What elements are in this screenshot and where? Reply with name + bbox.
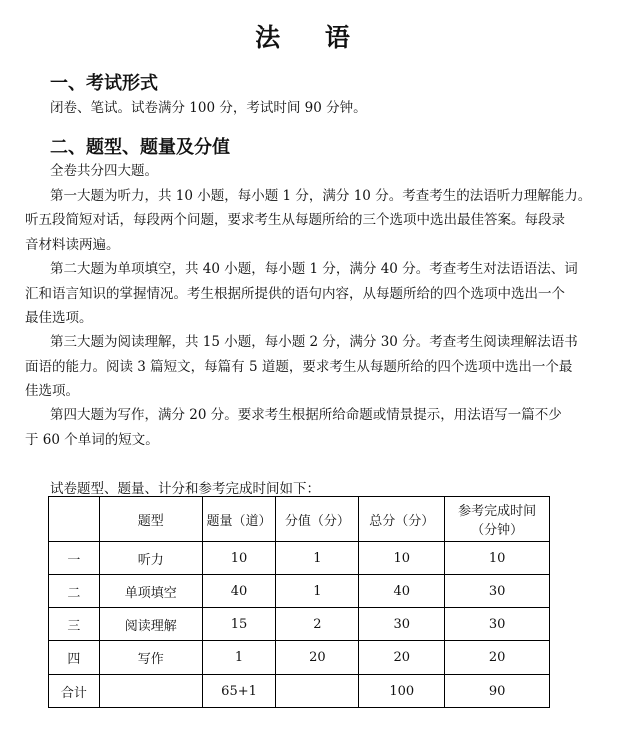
header-cell-index [49, 497, 100, 542]
table-cell: 20 [445, 641, 550, 675]
table-cell: 听力 [99, 542, 202, 575]
table-cell: 合计 [49, 675, 100, 708]
header-time-line1: 参考完成时间 [458, 504, 537, 519]
paragraph-line: 第四大题为写作，满分 20 分。要求考生根据所给命题或情景提示，用法语写一篇不少 [50, 407, 562, 423]
table-cell: 10 [202, 542, 276, 575]
table-cell: 20 [276, 641, 359, 675]
paragraph-line: 面语的能力。阅读 3 篇短文，每篇有 5 道题，要求考生从每题所给的四个选项中选出一个最 [25, 359, 573, 375]
table-cell: 100 [359, 675, 445, 708]
header-time-line2: （分钟） [471, 523, 524, 538]
table-cell: 65+1 [202, 675, 276, 708]
section-heading-question-types: 二、题型、题量及分值 [50, 137, 230, 158]
paragraph-line: 于 60 个单词的短文。 [25, 432, 159, 448]
paragraph-line: 第三大题为阅读理解，共 15 小题，每小题 2 分，满分 30 分。考查考生阅读理解法语书 [50, 334, 578, 350]
table-cell: 1 [276, 542, 359, 575]
table-cell: 1 [276, 575, 359, 608]
paragraph-line: 全卷共分四大题。 [50, 163, 158, 179]
table-cell: 30 [445, 608, 550, 641]
table-cell: 一 [49, 542, 100, 575]
section-heading-exam-format: 一、考试形式 [50, 73, 158, 94]
paragraph-line: 第一大题为听力，共 10 小题，每小题 1 分，满分 10 分。考查考生的法语听力理解能力。 [50, 188, 592, 204]
table-row [49, 641, 550, 675]
paragraph-line: 听五段简短对话，每段两个问题，要求考生从每题所给的三个选项中选出最佳答案。每段录 [25, 212, 565, 228]
paragraph-line: 佳选项。 [25, 383, 79, 399]
header-cell-type: 题型 [99, 497, 202, 542]
header-cell-points: 分值（分） [276, 497, 359, 542]
header-cell-total: 总分（分） [359, 497, 445, 542]
table-cell: 20 [359, 641, 445, 675]
table-cell: 单项填空 [99, 575, 202, 608]
table-row [49, 542, 550, 575]
table-cell [276, 675, 359, 708]
table-cell: 40 [359, 575, 445, 608]
table-cell: 30 [445, 575, 550, 608]
paragraph-line: 第二大题为单项填空，共 40 小题，每小题 1 分，满分 40 分。考查考生对法语语法、词 [50, 261, 578, 277]
table-cell: 阅读理解 [99, 608, 202, 641]
table-row [49, 575, 550, 608]
table-row [49, 608, 550, 641]
table-row-total [49, 675, 550, 708]
paragraph-line: 最佳选项。 [25, 310, 93, 326]
table-cell: 写作 [99, 641, 202, 675]
table-cell: 1 [202, 641, 276, 675]
table-header-row [49, 497, 550, 542]
table-cell: 90 [445, 675, 550, 708]
paragraph-line: 汇和语言知识的掌握情况。考生根据所提供的语句内容，从每题所给的四个选项中选出一个 [25, 286, 565, 302]
table-cell: 10 [445, 542, 550, 575]
table-cell: 三 [49, 608, 100, 641]
table-cell: 10 [359, 542, 445, 575]
page-title: 法 语 [255, 23, 368, 52]
paragraph-line: 音材料读两遍。 [25, 237, 120, 253]
table-cell: 四 [49, 641, 100, 675]
table-caption: 试卷题型、题量、计分和参考完成时间如下： [50, 481, 320, 497]
exam-format-text: 闭卷、笔试。试卷满分 100 分，考试时间 90 分钟。 [50, 100, 367, 116]
table-cell: 40 [202, 575, 276, 608]
header-cell-count: 题量（道） [202, 497, 276, 542]
table-cell: 2 [276, 608, 359, 641]
score-table [48, 496, 550, 708]
table-cell: 二 [49, 575, 100, 608]
table-cell: 30 [359, 608, 445, 641]
header-cell-time [445, 497, 550, 542]
table-cell: 15 [202, 608, 276, 641]
table-cell [99, 675, 202, 708]
